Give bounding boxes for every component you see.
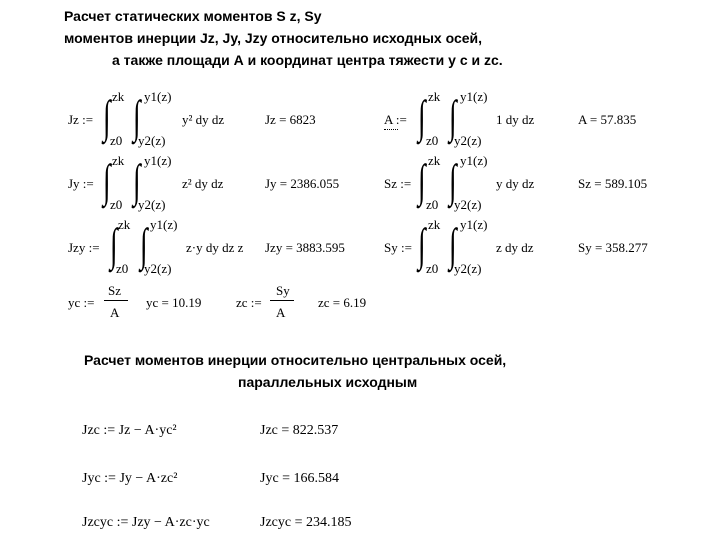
inner-integral-sign: ∫ bbox=[140, 219, 148, 270]
zc-lhs: zc := bbox=[236, 295, 262, 310]
jzy-lower-outer: z0 bbox=[116, 261, 129, 276]
sz-result: Sz = 589.105 bbox=[578, 176, 648, 191]
yc-result: yc = 10.19 bbox=[146, 295, 202, 310]
jzy-result: Jzy = 3883.595 bbox=[265, 240, 345, 255]
inner-integral-sign: ∫ bbox=[449, 91, 457, 142]
yc-lhs: yc := bbox=[68, 295, 95, 310]
sy-integrand: z dy dz bbox=[496, 240, 534, 255]
jzcyc-definition: Jzcyc := Jzy − A·zc·yc bbox=[82, 515, 210, 530]
jz-integrand: y² dy dz bbox=[182, 112, 225, 127]
outer-integral-sign: ∫ bbox=[418, 219, 426, 270]
a-lower-outer: z0 bbox=[426, 133, 439, 148]
jyc-definition: Jyc := Jy − A·zc² bbox=[82, 471, 178, 486]
sz-lower-inner: y2(z) bbox=[454, 197, 482, 212]
outer-integral-sign: ∫ bbox=[418, 91, 426, 142]
jz-upper-inner: y1(z) bbox=[144, 89, 172, 104]
a-upper-outer: zk bbox=[428, 89, 441, 104]
jzcyc-result: Jzcyc = 234.185 bbox=[260, 515, 352, 530]
sz-lower-outer: z0 bbox=[426, 197, 439, 212]
jy-lower-inner: y2(z) bbox=[138, 197, 166, 212]
outer-integral-sign: ∫ bbox=[103, 155, 111, 206]
jzc-result: Jzc = 822.537 bbox=[260, 423, 339, 438]
error-squiggle bbox=[384, 128, 398, 130]
jy-result: Jy = 2386.055 bbox=[265, 176, 340, 191]
sz-upper-inner: y1(z) bbox=[460, 153, 488, 168]
jz-upper-outer: zk bbox=[112, 89, 125, 104]
zc-fraction-bar bbox=[270, 300, 294, 301]
sy-lhs: Sy := bbox=[384, 240, 412, 255]
jzc-definition: Jzc := Jz − A·yc² bbox=[82, 423, 177, 438]
jy-integrand: z² dy dz bbox=[182, 176, 224, 191]
jy-upper-inner: y1(z) bbox=[144, 153, 172, 168]
jzy-upper-outer: zk bbox=[118, 217, 131, 232]
inner-integral-sign: ∫ bbox=[449, 155, 457, 206]
header-line-1: Расчет статических моментов S z, Sy bbox=[64, 8, 322, 24]
a-result: A = 57.835 bbox=[578, 112, 637, 127]
sy-upper-outer: zk bbox=[428, 217, 441, 232]
jy-upper-outer: zk bbox=[112, 153, 125, 168]
sy-lower-inner: y2(z) bbox=[454, 261, 482, 276]
jzy-upper-inner: y1(z) bbox=[150, 217, 178, 232]
outer-integral-sign: ∫ bbox=[103, 91, 111, 142]
a-lower-inner: y2(z) bbox=[454, 133, 482, 148]
header-line-3: а также площади А и координат центра тяжести у c и zc. bbox=[112, 52, 503, 68]
a-integrand: 1 dy dz bbox=[496, 112, 535, 127]
section2-header-line-1: Расчет моментов инерции относительно центральных осей, bbox=[84, 352, 507, 368]
jz-lower-inner: y2(z) bbox=[138, 133, 166, 148]
yc-denominator: A bbox=[110, 305, 120, 320]
jy-lower-outer: z0 bbox=[110, 197, 123, 212]
jy-lhs: Jy := bbox=[68, 176, 94, 191]
inner-integral-sign: ∫ bbox=[449, 219, 457, 270]
inner-integral-sign: ∫ bbox=[133, 155, 141, 206]
section2-header-line-2: параллельных исходным bbox=[238, 374, 418, 390]
yc-fraction-bar bbox=[104, 300, 128, 301]
zc-denominator: A bbox=[276, 305, 286, 320]
sz-integrand: y dy dz bbox=[496, 176, 535, 191]
a-upper-inner: y1(z) bbox=[460, 89, 488, 104]
outer-integral-sign: ∫ bbox=[110, 219, 118, 270]
zc-result: zc = 6.19 bbox=[318, 295, 367, 310]
jzy-lhs: Jzy := bbox=[68, 240, 100, 255]
a-lhs: A := bbox=[384, 112, 407, 127]
zc-numerator: Sy bbox=[276, 283, 290, 298]
jz-lower-outer: z0 bbox=[110, 133, 123, 148]
sz-lhs: Sz := bbox=[384, 176, 412, 191]
yc-numerator: Sz bbox=[108, 283, 121, 298]
sz-upper-outer: zk bbox=[428, 153, 441, 168]
header-line-2: моментов инерции Jz, Jy, Jzy относительно исходных осей, bbox=[64, 30, 483, 46]
outer-integral-sign: ∫ bbox=[418, 155, 426, 206]
sy-result: Sy = 358.277 bbox=[578, 240, 648, 255]
sy-upper-inner: y1(z) bbox=[460, 217, 488, 232]
sy-lower-outer: z0 bbox=[426, 261, 439, 276]
jz-lhs: Jz := bbox=[68, 112, 94, 127]
jzy-lower-inner: y2(z) bbox=[144, 261, 172, 276]
jz-result: Jz = 6823 bbox=[265, 112, 316, 127]
jyc-result: Jyc = 166.584 bbox=[260, 471, 340, 486]
jzy-integrand: z·y dy dz z bbox=[186, 240, 244, 255]
inner-integral-sign: ∫ bbox=[133, 91, 141, 142]
